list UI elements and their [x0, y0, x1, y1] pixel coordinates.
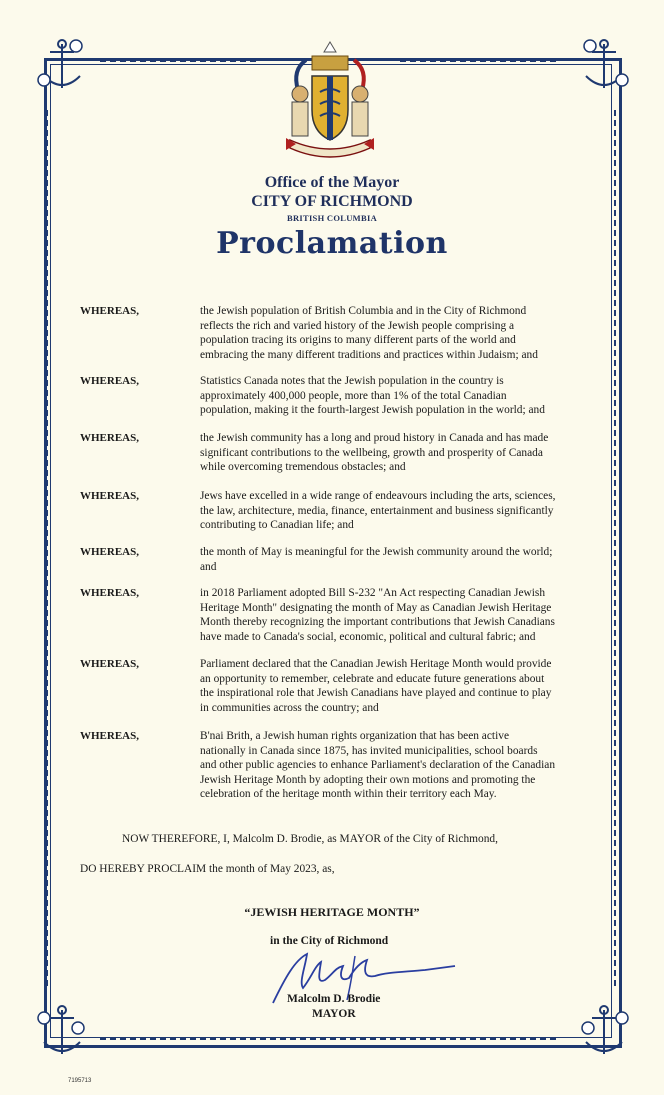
clause-line: population tracing its origins to many different parts of the world and	[200, 334, 516, 347]
whereas-label: WHEREAS,	[80, 658, 139, 670]
clause-line: Parliament declared that the Canadian Jewish Heritage Month would provide	[200, 658, 552, 670]
whereas-label: WHEREAS,	[80, 587, 139, 599]
clause-line: Jewish Heritage Month by adopting their own motions and promoting the	[200, 773, 536, 786]
clause-line: contributing to Canadian life; and	[200, 519, 354, 532]
clause-line: significant contributions to the wellbeing, growth and prosperity of Canada	[200, 446, 543, 459]
now-therefore-statement: NOW THEREFORE, I, Malcolm D. Brodie, as MAYOR of the City of Richmond,	[122, 833, 498, 845]
anchor-flower-icon	[574, 36, 634, 96]
clause-line: an opportunity to remember, celebrate and educate future generations about	[200, 672, 545, 685]
clause-line: Statistics Canada notes that the Jewish population in the country is	[200, 375, 504, 387]
clause-line: the Jewish community has a long and proud history in Canada and has made	[200, 432, 549, 444]
clause-line: in 2018 Parliament adopted Bill S-232 "An Act respecting Canadian Jewish	[200, 587, 546, 599]
signer-name: Malcolm D. Brodie	[287, 993, 381, 1005]
clause-text	[200, 545, 600, 574]
clause-line: the inspirational role that Jewish Canadians have played and continue to play	[200, 687, 552, 700]
proclamation-title: Proclamation	[216, 226, 448, 261]
in-city-line: in the City of Richmond	[270, 935, 389, 947]
border-rope-top-left	[100, 60, 260, 62]
clause-text	[200, 729, 600, 802]
anchor-flower-icon	[32, 36, 92, 96]
anchor-flower-icon	[32, 1002, 92, 1062]
clause-line: Heritage Month" designating the month of May as Canadian Jewish Heritage	[200, 601, 552, 614]
clause-line: approximately 400,000 people, more than 1% of the total Canadian	[200, 389, 507, 402]
border-rope-top-right	[400, 60, 560, 62]
province-heading: BRITISH COLUMBIA	[286, 213, 378, 223]
whereas-label: WHEREAS,	[80, 546, 139, 558]
clause-text	[200, 304, 600, 362]
city-heading: CITY OF RICHMOND	[251, 193, 413, 210]
clause-line: the law, architecture, media, finance, entertainment and business significantly	[200, 504, 554, 517]
city-coat-of-arms	[276, 38, 384, 166]
proclaim-statement: DO HEREBY PROCLAIM the month of May 2023, as,	[80, 863, 335, 875]
whereas-label: WHEREAS,	[80, 305, 139, 317]
clause-line: and	[200, 560, 217, 573]
clause-text	[200, 657, 600, 715]
clause-text	[200, 586, 600, 644]
clause-line: have made to Canada's social, economic, political and cultural fabric; and	[200, 630, 536, 643]
anchor-flower-icon	[574, 1002, 634, 1062]
clause-line: embracing the many different traditions and practices within Judaism; and	[200, 348, 538, 361]
clause-line: reflects the rich and varied history of the Jewish people comprising a	[200, 319, 515, 332]
clause-line: Month thereby recognizing the important contributions that Jewish Canadians	[200, 616, 555, 629]
clause-text	[200, 374, 600, 418]
clause-line: population, making it the fourth-largest Jewish population in the world; and	[200, 404, 545, 417]
signer-title: MAYOR	[312, 1008, 356, 1020]
whereas-label: WHEREAS,	[80, 375, 139, 387]
clause-text	[200, 489, 600, 533]
office-heading: Office of the Mayor	[264, 174, 400, 191]
border-rope-bottom	[100, 1038, 560, 1040]
clause-line: and other public agencies to enhance Parliament's declaration of the Canadian	[200, 759, 556, 772]
clause-line: the month of May is meaningful for the Jewish community around the world;	[200, 546, 553, 558]
whereas-label: WHEREAS,	[80, 432, 139, 444]
clause-line: while overcoming tremendous obstacles; and	[200, 461, 406, 474]
document-number: 7195713	[68, 1078, 92, 1084]
clause-line: Jews have excelled in a wide range of endeavours including the arts, sciences,	[200, 490, 556, 502]
clause-line: nationally in Canada since 1875, has invited municipalities, school boards	[200, 744, 538, 757]
clause-line: the Jewish population of British Columbia and in the City of Richmond	[200, 305, 527, 317]
heritage-month-title: “JEWISH HERITAGE MONTH”	[244, 905, 420, 919]
clause-line: B'nai Brith, a Jewish human rights organization that has been active	[200, 730, 509, 742]
clause-line: celebration of the heritage month within their territory each May.	[200, 788, 497, 801]
clause-text	[200, 431, 600, 475]
whereas-label: WHEREAS,	[80, 490, 139, 502]
whereas-label: WHEREAS,	[80, 730, 139, 742]
clause-line: in communities across the country; and	[200, 701, 379, 714]
